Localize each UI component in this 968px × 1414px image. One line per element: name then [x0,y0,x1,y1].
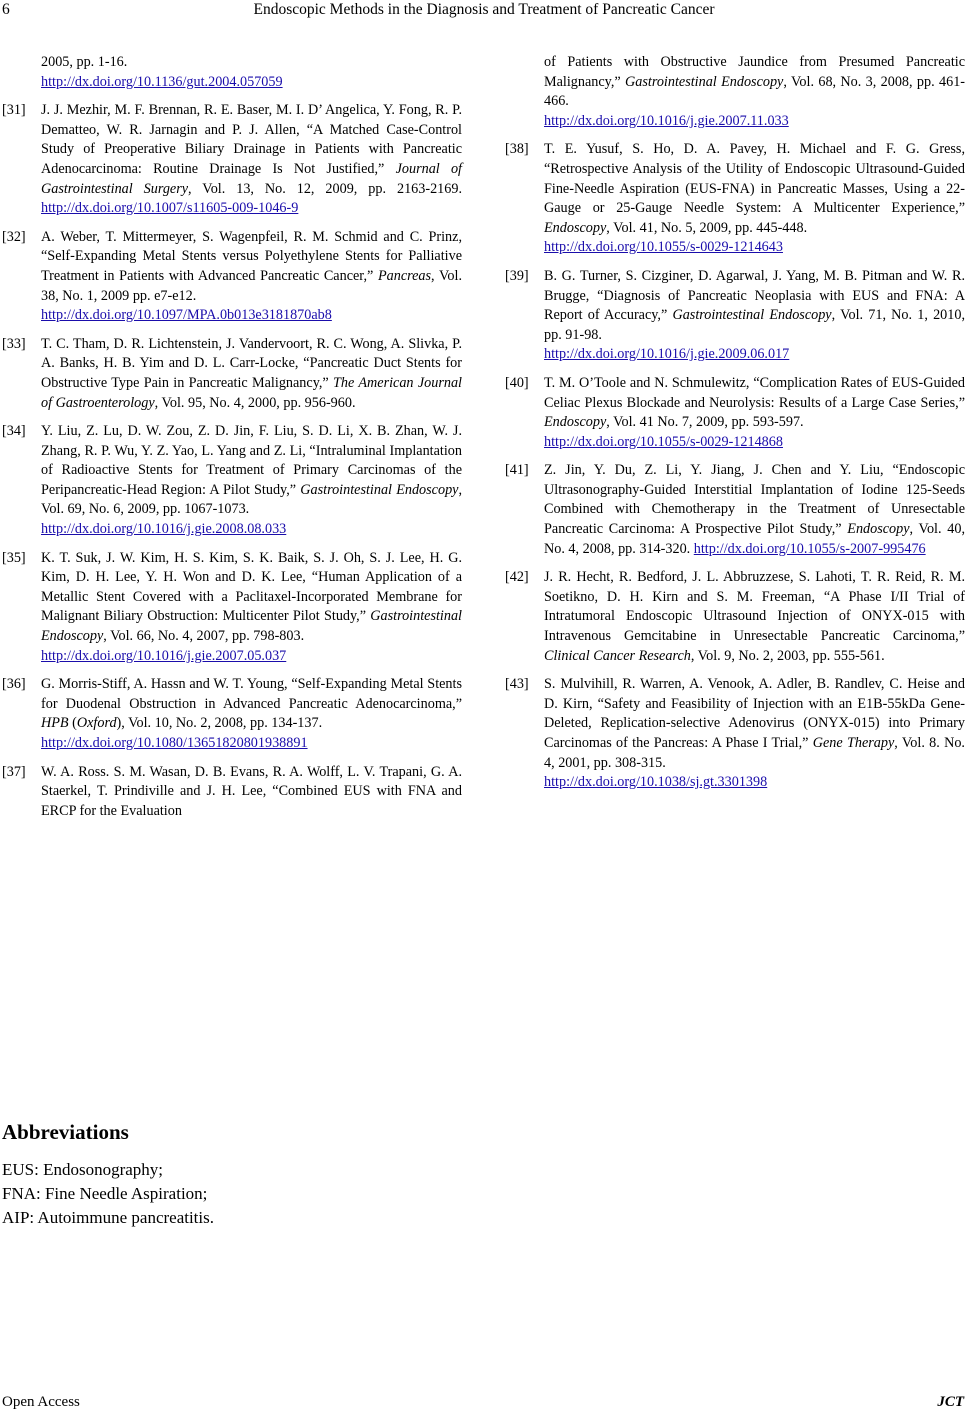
reference-number: [41] [505,462,529,479]
reference-text: , Vol. 8. No. 4, 2001, pp. 308-315. [544,735,965,771]
reference-number: [35] [2,549,26,566]
reference-number: [36] [2,676,26,693]
reference-number: [32] [2,228,26,245]
journal-name: Endoscopy [847,521,910,538]
doi-link[interactable]: http://dx.doi.org/10.1055/s-0029-1214643 [544,239,783,256]
doi-link[interactable]: http://dx.doi.org/10.1080/13651820801938891 [41,735,308,751]
reference-text: , Vol. 95, No. 4, 2000, pp. 956-960. [154,394,356,411]
reference-text: , Vol. 71, No. 1, 2010, pp. 91-98. [544,307,965,343]
reference-text: T. M. O’Toole and N. Schmulewitz, “Complication Rates of EUS-Guided Celiac Plexus Blockade and Neurolysis: Results of a Large Case Series,” [544,374,965,411]
running-title: Endoscopic Methods in the Diagnosis and Treatment of Pancreatic Cancer [253,1,715,18]
journal-name: Gastrointestinal Endoscopy [672,307,832,324]
journal-name: Endoscopy [544,219,607,236]
abbreviation-item: FNA: Fine Needle Aspiration; [2,1184,208,1203]
abbreviations-heading: Abbreviations [2,1120,129,1144]
journal-name: Journal of Gastrointestinal Surgery [41,160,462,197]
reference-item [2,101,462,219]
reference-text: ), Vol. 10, No. 2, 2008, pp. 134-137. [116,715,323,732]
reference-column-left [2,53,463,830]
reference-item [505,675,965,793]
journal-name: Gastrointestinal Endoscopy [41,608,462,645]
reference-text: , Vol. 66, No. 4, 2007, pp. 798-803. [103,628,305,645]
reference-text: Y. Liu, Z. Lu, D. W. Zou, Z. D. Jin, F. Liu, S. D. Li, X. B. Zhan, W. J. Zhang, R. P. Wu, Y. Z. Yao, L. Yang and Z. Li, “Intraluminal Implantation of Radioactive Stents for Treatment of Primary Carcinomas of the Peripancreatic-Head Region: A Pilot Study,” [41,423,462,498]
doi-link[interactable]: http://dx.doi.org/10.1007/s11605-009-1046-9 [41,200,299,217]
reference-item [2,763,462,822]
abbreviation-item: AIP: Autoimmune pancreatitis. [2,1208,214,1227]
reference-text: , Vol. 38, No. 1, 2009 pp. e7-e12. [41,267,462,304]
reference-item [2,675,462,753]
journal-name: Gastrointestinal Endoscopy [625,73,784,90]
reference-text: , Vol. 68, No. 3, 2008, pp. 461-466. [544,73,966,110]
doi-link[interactable]: http://dx.doi.org/10.1097/MPA.0b013e3181870ab8 [41,307,332,324]
reference-item [2,228,462,326]
reference-text: A. Weber, T. Mittermeyer, S. Wagenpfeil, R. M. Schmid and C. Prinz, “Self-Expanding Metal Stents versus Polyethylene Stents for Palliative Treatment in Patients with Advanced Pancreatic Cancer,” [41,228,462,284]
journal-abbreviation: JCT [937,1394,964,1410]
reference-text: S. Mulvihill, R. Warren, A. Venook, A. Adler, B. Randlev, C. Heise and D. Kirn, “Safety and Feasibility of Injection with an E1B-55kDa Gene-Deleted, Replication-selective Adenovirus (ONYX-015) into Primary Carcinomas of the Pancreas: A Phase I Trial,” [544,676,965,751]
reference-text: T. C. Tham, D. R. Lichtenstein, J. Vandervoort, R. C. Wong, A. Slivka, P. A. Banks, H. B. Yim and D. L. Carr-Locke, “Pancreatic Duct Stents for Obstructive Type Pain in Pancreatic Malignancy,” [41,335,462,391]
page-number: 6 [2,1,10,18]
journal-name: Oxford [76,715,117,732]
doi-link[interactable]: http://dx.doi.org/10.1055/s-0029-1214868 [544,433,783,450]
reference-text: , Vol. 69, No. 6, 2009, pp. 1067-1073. [41,481,463,518]
reference-number: [38] [505,141,529,158]
reference-text: G. Morris-Stiff, A. Hassn and W. T. Young, “Self-Expanding Metal Stents for Duodenal Obstruction in Advanced Pancreatic Adenocarcinoma,” [41,676,462,712]
journal-name: Pancreas [377,267,432,284]
doi-link[interactable]: http://dx.doi.org/10.1016/j.gie.2007.05.037 [41,647,287,664]
reference-text: , Vol. 41, No. 5, 2009, pp. 445-448. [606,219,808,236]
reference-text: , Vol. 41 No. 7, 2009, pp. 593-597. [606,414,804,431]
reference-item [505,374,965,452]
reference-continuation [33,53,462,92]
reference-number: [42] [505,569,529,586]
reference-number: [39] [505,267,529,284]
reference-number: [37] [2,763,26,780]
reference-text: , Vol. 13, No. 12, 2009, pp. 2163-2169. [188,180,462,197]
doi-link[interactable]: http://dx.doi.org/10.1136/gut.2004.057059 [41,73,283,90]
reference-item [2,549,462,667]
reference-number: [31] [2,102,26,119]
reference-item [505,267,965,365]
reference-column-right [505,53,966,802]
abbreviation-item: EUS: Endosonography; [2,1160,164,1179]
reference-text: 2005, pp. 1-16. [41,54,128,70]
journal-name: Gastrointestinal Endoscopy [300,481,459,498]
reference-text: W. A. Ross. S. M. Wasan, D. B. Evans, R. A. Wolff, L. V. Trapani, G. A. Staerkel, T. Prindiville and J. H. Lee, “Combined EUS with FNA and ERCP for the Evaluation [41,763,462,819]
reference-item [2,335,462,413]
reference-text: of Patients with Obstructive Jaundice from Presumed Pancreatic Malignancy,” [544,54,965,90]
reference-number: [34] [2,423,26,440]
reference-item [505,140,965,258]
journal-name: HPB [41,715,69,732]
reference-text: Z. Jin, Y. Du, Z. Li, Y. Jiang, J. Chen and Y. Liu, “Endoscopic Ultrasonography-Guided Interstitial Implantation of Iodine 125-Seeds Combined with Chemotherapy in the Treatment of Unresectable Pancreatic Carcinoma: A Prospective Pilot Study,” [544,462,965,538]
reference-number: [33] [2,335,26,352]
journal-name: Gene Therapy [812,735,895,751]
reference-continuation [536,53,965,131]
reference-item [505,461,965,559]
reference-text: B. G. Turner, S. Cizginer, D. Agarwal, J. Yang, M. B. Pitman and W. R. Brugge, “Diagnosis of Pancreatic Neoplasia with EUS and FNA: A Report of Accuracy,” [544,267,965,324]
page-footer [0,1394,968,1414]
journal-name: The American Journal of Gastroenterology [41,374,462,411]
reference-text: , Vol. 40, No. 4, 2008, pp. 314-320. [544,521,965,557]
doi-link[interactable]: http://dx.doi.org/10.1016/j.gie.2007.11.033 [544,112,789,129]
reference-number: [40] [505,374,529,391]
reference-text: , Vol. 9, No. 2, 2003, pp. 555-561. [690,647,885,664]
reference-text: K. T. Suk, J. W. Kim, H. S. Kim, S. K. Baik, S. J. Oh, S. J. Lee, H. G. Kim, D. H. Lee, Y. H. Won and D. K. Lee, “Human Application of a Metallic Stent Covered with a Paclitaxel-Incorporated Membrane for Malignant Biliary Obstruction: Multicenter Pilot Study,” [41,549,462,625]
reference-number: [43] [505,676,529,693]
page-header [0,0,968,24]
doi-link[interactable]: http://dx.doi.org/10.1016/j.gie.2008.08.033 [41,521,287,538]
reference-text: ( [68,715,77,732]
open-access-label: Open Access [2,1394,80,1410]
journal-name: Endoscopy [544,414,607,431]
reference-item [2,422,463,540]
abbreviations-list [2,1158,214,1230]
reference-item [505,568,965,666]
journal-name: Clinical Cancer Research [544,647,691,664]
doi-link[interactable]: http://dx.doi.org/10.1016/j.gie.2009.06.017 [544,346,790,363]
reference-text: J. R. Hecht, R. Bedford, J. L. Abbruzzese, S. Lahoti, T. R. Reid, R. M. Soetikno, D. H. Kirn and S. M. Freeman, “A Phase I/II Trial of Intratumoral Endoscopic Ultrasound Injection of ONYX-015 with Intravenous Gemcitabine in Unresectable Pancreatic Carcinoma,” [544,569,965,645]
doi-link[interactable]: http://dx.doi.org/10.1055/s-2007-995476 [693,540,926,557]
reference-text: J. J. Mezhir, M. F. Brennan, R. E. Baser, M. I. D’ Angelica, Y. Fong, R. P. Dematteo, W. R. Jarnagin and P. J. Allen, “A Matched Case-Control Study of Preoperative Biliary Drainage in Patients with Pancreatic Adenocarcinoma: Routine Drainage Is Not Justified,” [41,102,462,177]
doi-link[interactable]: http://dx.doi.org/10.1038/sj.gt.3301398 [544,774,768,791]
reference-text: T. E. Yusuf, S. Ho, D. A. Pavey, H. Michael and F. G. Gress, “Retrospective Analysis of the Utility of Endoscopic Ultrasound-Guided Fine-Needle Aspiration (EUS-FNA) in Pancreatic Masses, Using a 22-Gauge or 25-Gauge Needle System: A Multicenter Experience,” [544,141,965,217]
